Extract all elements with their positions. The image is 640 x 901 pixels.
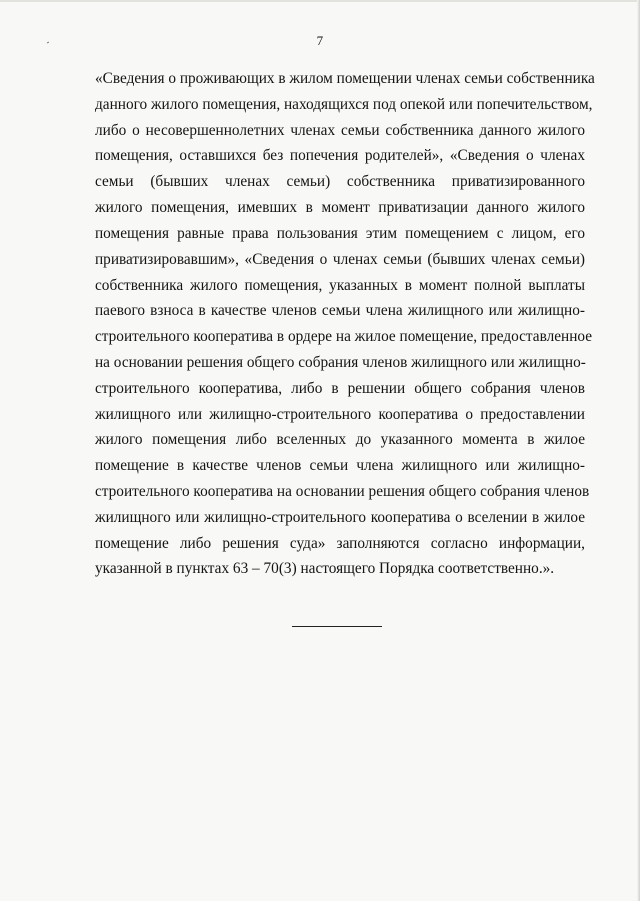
text-line: «Сведения о проживающих в жилом помещении членах семьи собственника [95, 70, 595, 87]
text-line: указанной в пунктах 63 – 70(3) настоящего Порядка соответственно.». [95, 560, 555, 578]
text-line: семьи (бывших членах семьи) собственника приватизированного [95, 173, 585, 191]
text-line: жилого помещения либо вселенных до указанного момента в жилое [95, 431, 585, 449]
scan-top-edge [0, 0, 640, 2]
text-line: жилищного или жилищно-строительного кооператива о вселении в жилое [95, 508, 585, 526]
text-line: помещения, оставшихся без попечения родителей», «Сведения о членах [95, 147, 585, 165]
text-line: помещения равные права пользования этим помещением с лицом, его [95, 224, 585, 242]
paragraph [95, 66, 595, 582]
text-line: помещение в качестве членов семьи члена жилищного или жилищно- [95, 457, 585, 475]
text-line: строительного кооператива в ордере на жилое помещение, предоставленное [95, 328, 593, 346]
text-line: жилого помещения, имевших в момент приватизации данного жилого [95, 199, 585, 217]
text-line: строительного кооператива, либо в решении общего собрания членов [95, 379, 585, 397]
text-line: либо о несовершеннолетних членах семьи собственника данного жилого [95, 121, 585, 139]
text-line: жилищного или жилищно-строительного кооператива о предоставлении [95, 405, 585, 423]
text-line: собственника жилого помещения, указанных в момент полной выплаты [95, 276, 585, 294]
text-line: помещение либо решения суда» заполняются согласно информации, [95, 534, 585, 552]
text-line: на основании решения общего собрания членов жилищного или жилищно- [95, 353, 586, 371]
text-line: строительного кооператива на основании решения общего собрания членов [95, 483, 590, 500]
end-divider [292, 626, 382, 627]
text-line: паевого взноса в качестве членов семьи члена жилищного или жилищно- [95, 302, 585, 320]
text-line: приватизировавшим», «Сведения о членах семьи (бывших членах семьи) [95, 250, 585, 268]
page-number: 7 [316, 33, 324, 48]
text-line: данного жилого помещения, находящихся под опекой или попечительством, [95, 95, 593, 113]
